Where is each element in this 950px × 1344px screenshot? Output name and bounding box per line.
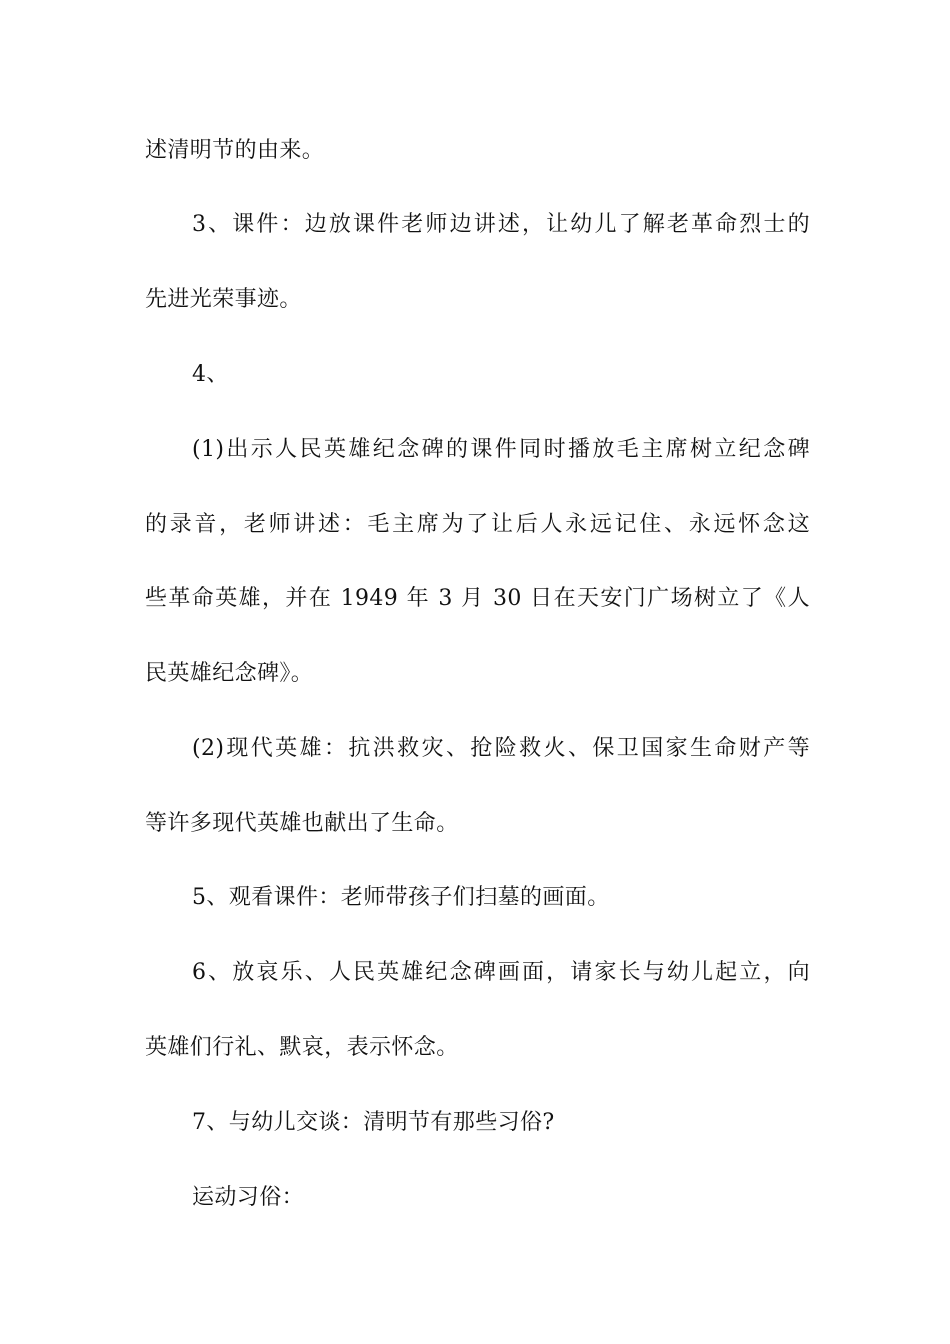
text-line: (2)现代英雄：抗洪救灾、抢险救火、保卫国家生命财产等 (192, 736, 810, 761)
text-line: 先进光荣事迹。 (145, 287, 302, 312)
text-line: 述清明节的由来。 (145, 138, 325, 163)
text-line: 7、与幼儿交谈：清明节有那些习俗? (192, 1110, 555, 1135)
text-line: 3、课件：边放课件老师边讲述，让幼儿了解老革命烈士的 (192, 212, 810, 237)
text-line: 民英雄纪念碑》。 (145, 661, 314, 686)
text-line: 4、 (192, 362, 229, 387)
text-line: 英雄们行礼、默哀，表示怀念。 (145, 1035, 459, 1060)
text-line: 的录音，老师讲述：毛主席为了让后人永远记住、永远怀念这 (145, 512, 810, 537)
text-line: (1)出示人民英雄纪念碑的课件同时播放毛主席树立纪念碑 (192, 437, 810, 462)
text-line: 等许多现代英雄也献出了生命。 (145, 811, 459, 836)
text-line: 运动习俗： (192, 1185, 305, 1210)
text-line: 些革命英雄，并在 1949 年 3 月 30 日在天安门广场树立了《人 (145, 586, 810, 611)
text-line: 6、放哀乐、人民英雄纪念碑画面，请家长与幼儿起立，向 (192, 960, 810, 985)
text-line: 5、观看课件：老师带孩子们扫墓的画面。 (192, 885, 610, 910)
